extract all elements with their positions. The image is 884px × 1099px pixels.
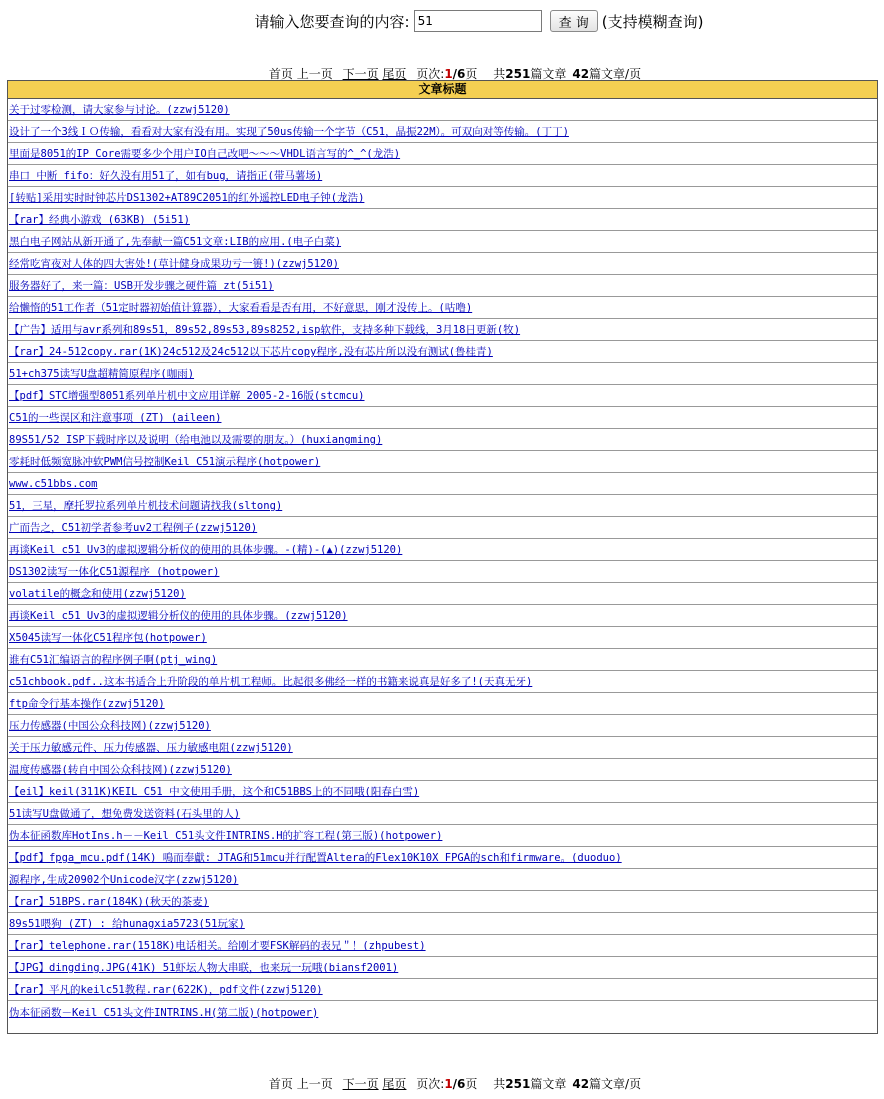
table-row: [8, 363, 877, 385]
table-row: [8, 935, 877, 957]
article-link[interactable]: 【pdf】fpga_mcu.pdf(14K) 鳴而奉獻: JTAG和51mcu并行配置Altera的Flex10K10X FPGA的sch和firmware。(duoduo): [9, 852, 622, 864]
table-row: [8, 627, 877, 649]
table-row: [8, 187, 877, 209]
prev-page-link[interactable]: 上一页: [296, 67, 333, 81]
article-link[interactable]: 【广告】适用与avr系列和89s51，89s52,89s53,89s8252,isp软件，支持多种下载线，3月18日更新(牧): [9, 324, 521, 336]
total-count: 251: [505, 1077, 531, 1091]
pager-bottom: [0, 1075, 884, 1092]
table-row: [8, 275, 877, 297]
page-label: 页次:: [416, 67, 445, 81]
table-row: [8, 341, 877, 363]
article-link[interactable]: 【eil】keil(311K)KEIL C51 中文使用手册，这个和C51BBS上的不同哦(阳春白雪): [9, 786, 420, 798]
article-link[interactable]: 温度传感器(转自中国公众科技网)(zzwj5120): [9, 764, 232, 776]
page-suffix: 页: [465, 1077, 478, 1091]
next-page-link[interactable]: 下一页: [342, 1077, 379, 1091]
article-link[interactable]: X5045读写一体化C51程序包(hotpower): [9, 632, 207, 644]
current-page: 1: [444, 1077, 453, 1091]
search-input[interactable]: [414, 10, 542, 32]
article-link[interactable]: 经常吃宵夜对人体的四大害处!(草计健身成果功亏一篑!)(zzwj5120): [9, 258, 340, 270]
total-count: 251: [505, 67, 531, 81]
article-link[interactable]: 关于压力敏感元件、压力传感器、压力敏感电阻(zzwj5120): [9, 742, 293, 754]
table-row: [8, 473, 877, 495]
article-link[interactable]: c51chbook.pdf..这本书适合上升阶段的单片机工程师。比起很多佛经一样的书籍来说真是好多了!(天真无牙): [9, 676, 533, 688]
article-link[interactable]: 【rar】平凡的keilc51教程.rar(622K)，pdf文件(zzwj5120): [9, 984, 323, 996]
article-link[interactable]: 谁有C51汇编语言的程序例子啊(ptj_wing): [9, 654, 218, 666]
table-row: [8, 517, 877, 539]
prev-page-link[interactable]: 上一页: [296, 1077, 333, 1091]
table-header: 文章标题: [8, 81, 877, 99]
article-link[interactable]: 51读写U盘做通了，想免费发送资料(石头里的人): [9, 808, 241, 820]
total-pages: /6: [452, 67, 466, 81]
table-row: [8, 561, 877, 583]
table-row: [8, 825, 877, 847]
table-row: [8, 913, 877, 935]
article-list: [8, 99, 877, 1023]
total-unit: 篇文章: [530, 67, 567, 81]
article-link[interactable]: 里面是8051的IP Core需要多少个用户IO自己改吧～～～VHDL语言写的^_^(龙浩): [9, 148, 401, 160]
article-link[interactable]: 关于过零检测，请大家参与讨论。(zzwj5120): [9, 104, 230, 116]
article-link[interactable]: 零耗时低频宽脉冲软PWM信号控制Keil C51演示程序(hotpower): [9, 456, 321, 468]
article-link[interactable]: 51，三星，摩托罗拉系列单片机技术问题请找我(sltong): [9, 500, 283, 512]
table-row: [8, 231, 877, 253]
table-row: [8, 407, 877, 429]
article-link[interactable]: 89s51喂狗 (ZT) : 给hunagxia5723(51玩家): [9, 918, 245, 930]
article-link[interactable]: C51的一些误区和注意事项 (ZT) (aileen): [9, 412, 222, 424]
table-row: [8, 319, 877, 341]
table-row: [8, 847, 877, 869]
table-row: [8, 957, 877, 979]
table-row: [8, 605, 877, 627]
page-label: 页次:: [416, 1077, 445, 1091]
table-row: [8, 99, 877, 121]
article-link[interactable]: www.c51bbs.com: [9, 477, 98, 490]
table-row: [8, 385, 877, 407]
table-row: [8, 253, 877, 275]
table-row: [8, 143, 877, 165]
article-link[interactable]: 【pdf】STC增强型8051系列单片机中文应用详解 2005-2-16版(stcmcu): [9, 390, 365, 402]
table-row: [8, 1001, 877, 1023]
table-row: [8, 539, 877, 561]
article-link[interactable]: 89S51/52 ISP下载时序以及说明（给电池以及需要的朋友。）(huxiangming): [9, 434, 383, 446]
current-page: 1: [444, 67, 453, 81]
article-link[interactable]: 服务器好了，来一篇：USB开发步骤之硬件篇 zt(5i51): [9, 280, 274, 292]
article-link[interactable]: 再谈Keil c51 Uv3的虚拟逻辑分析仪的使用的具体步骤。-(精)-(▲)(zzwj5120): [9, 544, 403, 556]
table-row: [8, 781, 877, 803]
first-page-link[interactable]: 首页: [268, 67, 293, 81]
total-unit: 篇文章: [530, 1077, 567, 1091]
table-row: [8, 429, 877, 451]
article-link[interactable]: 51+ch375读写U盘超精简原程序(咖雨): [9, 368, 195, 380]
total-pages: /6: [452, 1077, 466, 1091]
search-button[interactable]: 查 询: [550, 10, 598, 32]
total-prefix: 共: [493, 67, 506, 81]
table-row: [8, 297, 877, 319]
article-link[interactable]: 设计了一个3线ＩＯ传输，看看对大家有没有用。实现了50us传输一个字节（C51，晶振22M）。可双向对等传输。(丁丁): [9, 126, 569, 138]
article-link[interactable]: 伪本征函数库HotIns.h－－Keil C51头文件INTRINS.H的扩容工程(第三版)(hotpower): [9, 830, 443, 842]
table-row: [8, 891, 877, 913]
table-row: [8, 759, 877, 781]
table-row: [8, 165, 877, 187]
last-page-link[interactable]: 尾页: [382, 1077, 407, 1091]
article-table: [7, 80, 878, 1034]
search-hint: (支持模糊查询): [601, 12, 704, 31]
article-link[interactable]: 串口 中断 fifo：好久没有用51了，如有bug，请指正(带马薯场): [9, 170, 323, 182]
article-link[interactable]: ftp命令行基本操作(zzwj5120): [9, 698, 165, 710]
article-link[interactable]: 压力传感器(中国公众科技网)(zzwj5120): [9, 720, 211, 732]
per-page-count: 42: [572, 67, 590, 81]
table-row: [8, 671, 877, 693]
per-page-unit: 篇文章/页: [589, 67, 642, 81]
per-page-unit: 篇文章/页: [589, 1077, 642, 1091]
article-link[interactable]: 广而告之，C51初学者参考uv2工程例子(zzwj5120): [9, 522, 258, 534]
article-link[interactable]: 【rar】24-512copy.rar(1K)24c512及24c512以下芯片copy程序,没有芯片所以没有测试(鲁桂青): [9, 346, 493, 358]
table-row: [8, 737, 877, 759]
article-link[interactable]: DS1302读写一体化C51源程序 (hotpower): [9, 566, 220, 578]
table-row: [8, 979, 877, 1001]
table-row: [8, 121, 877, 143]
article-link[interactable]: 黑白电子网站从新开通了,先奉献一篇C51文章:LIB的应用.(电子白菜): [9, 236, 342, 248]
table-row: [8, 803, 877, 825]
table-row: [8, 869, 877, 891]
article-link[interactable]: 【rar】经典小游戏 (63KB) (5i51): [9, 214, 190, 226]
search-prompt: 请输入您要查询的内容:: [254, 12, 410, 31]
article-link[interactable]: [转贴]采用实时时钟芯片DS1302+AT89C2051的红外遥控LED电子钟(龙浩): [9, 192, 365, 204]
last-page-link[interactable]: 尾页: [382, 67, 407, 81]
table-filler: [8, 1023, 877, 1033]
article-link[interactable]: 再谈Keil c51 Uv3的虚拟逻辑分析仪的使用的具体步骤。(zzwj5120): [9, 610, 348, 622]
total-prefix: 共: [493, 1077, 506, 1091]
table-row: [8, 583, 877, 605]
article-link[interactable]: 给懒惰的51工作者（51定时器初始值计算器），大家看看是否有用，不好意思，刚才没传上。(咕噜): [9, 302, 473, 314]
table-row: [8, 495, 877, 517]
table-row: [8, 715, 877, 737]
next-page-link[interactable]: 下一页: [342, 67, 379, 81]
first-page-link[interactable]: 首页: [268, 1077, 293, 1091]
article-link[interactable]: 【rar】51BPS.rar(184K)(秋天的茶麦): [9, 896, 209, 908]
table-row: [8, 649, 877, 671]
page-suffix: 页: [465, 67, 478, 81]
search-bar: [0, 8, 884, 34]
article-link[interactable]: volatile的概念和使用(zzwj5120): [9, 588, 186, 600]
article-link[interactable]: 【JPG】dingding.JPG(41K) 51虾坛人物大串联，也来玩一玩哦(biansf2001): [9, 962, 399, 974]
article-link[interactable]: 【rar】telephone.rar(1518K)电话相关。给刚才要FSK解码的表兄＂！(zhpubest): [9, 940, 426, 952]
table-row: [8, 451, 877, 473]
table-row: [8, 209, 877, 231]
article-link[interactable]: 伪本征函数－Keil C51头文件INTRINS.H(第二版)(hotpower): [9, 1006, 319, 1019]
article-link[interactable]: 源程序,生成20902个Unicode汉字(zzwj5120): [9, 874, 239, 886]
per-page-count: 42: [572, 1077, 590, 1091]
table-row: [8, 693, 877, 715]
